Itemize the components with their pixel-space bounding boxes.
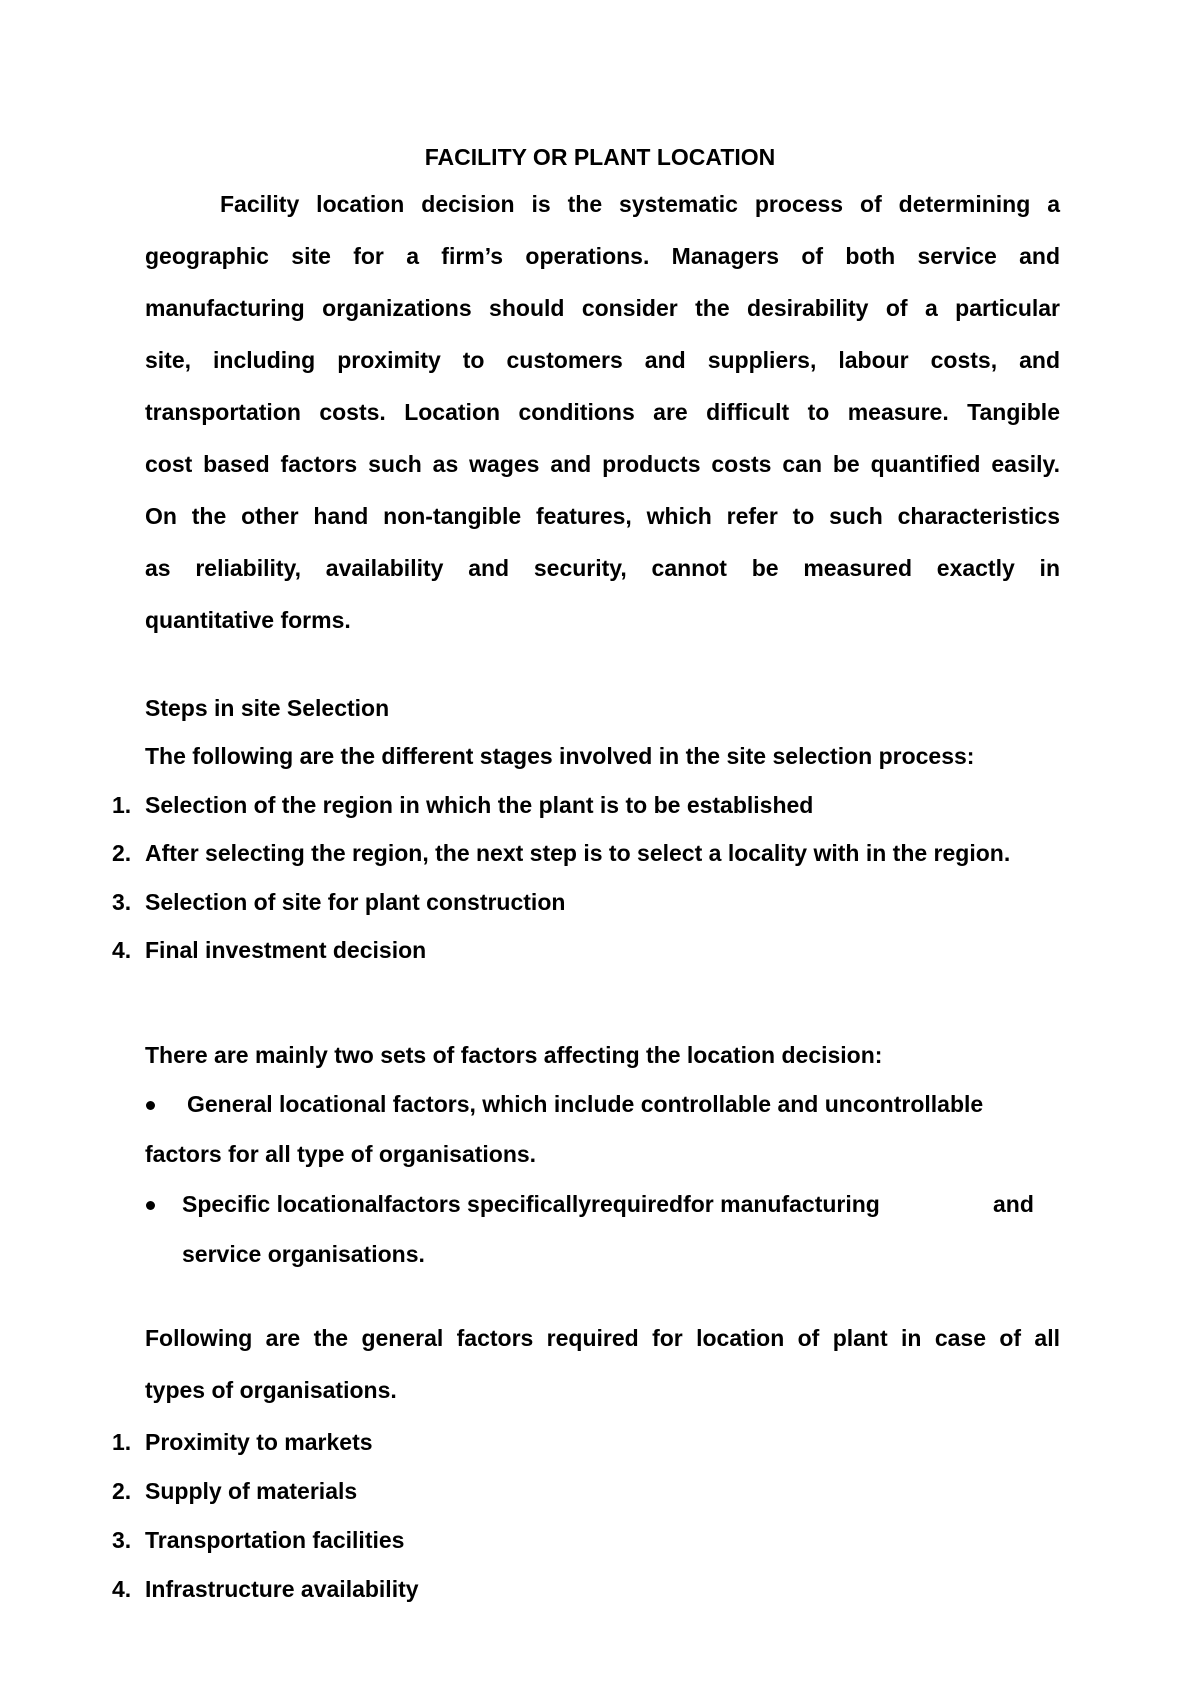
step-text: After selecting the region, the next step is to select a locality with in the region. [145, 840, 1011, 866]
intro-line-1: Facility location decision is the systematic process of determining a [220, 191, 1060, 217]
general-item: Supply of materials [145, 1478, 358, 1504]
factor-bullet-2-line-1b: and [993, 1191, 1034, 1217]
intro-line-3: manufacturing organizations should consider the desirability of a particular [145, 295, 1060, 321]
general-number: 1. [112, 1429, 132, 1455]
factor-bullet-2-line-1a: Specific locationalfactors specificallyrequiredfor manufacturing [182, 1191, 880, 1217]
step-number: 4. [112, 937, 132, 963]
step-text: Final investment decision [145, 937, 427, 963]
step-number: 1. [112, 792, 132, 818]
bullet-icon [146, 1101, 155, 1110]
factor-bullet-1-line-1: General locational factors, which include controllable and uncontrollable [187, 1091, 984, 1117]
step-number: 3. [112, 889, 132, 915]
factor-bullet-1-line-2: factors for all type of organisations. [145, 1141, 537, 1167]
step-text: Selection of site for plant construction [145, 889, 566, 915]
intro-line-2: geographic site for a firm’s operations. Managers of both service and [145, 243, 1060, 269]
factor-bullet-2-line-2: service organisations. [182, 1241, 425, 1267]
steps-intro: The following are the different stages involved in the site selection process: [145, 743, 975, 769]
intro-line-8: as reliability, availability and security, cannot be measured exactly in [145, 555, 1060, 581]
general-number: 4. [112, 1576, 132, 1602]
intro-line-7: On the other hand non-tangible features, which refer to such characteristics [145, 503, 1060, 529]
general-intro-line-1: Following are the general factors required for location of plant in case of all [145, 1325, 1060, 1351]
intro-line-9: quantitative forms. [145, 607, 351, 633]
intro-line-4: site, including proximity to customers and suppliers, labour costs, and [145, 347, 1060, 373]
intro-line-6: cost based factors such as wages and products costs can be quantified easily. [145, 451, 1060, 477]
general-item: Infrastructure availability [145, 1576, 419, 1602]
page-title: FACILITY OR PLANT LOCATION [424, 144, 776, 170]
bullet-icon [146, 1201, 155, 1210]
step-number: 2. [112, 840, 132, 866]
intro-line-5: transportation costs. Location conditions are difficult to measure. Tangible [145, 399, 1060, 425]
general-intro-line-2: types of organisations. [145, 1377, 397, 1403]
factors-intro: There are mainly two sets of factors affecting the location decision: [145, 1042, 883, 1068]
general-item: Transportation facilities [145, 1527, 405, 1553]
step-text: Selection of the region in which the plant is to be established [145, 792, 814, 818]
general-number: 2. [112, 1478, 132, 1504]
general-number: 3. [112, 1527, 132, 1553]
steps-heading: Steps in site Selection [145, 695, 390, 721]
general-item: Proximity to markets [145, 1429, 373, 1455]
